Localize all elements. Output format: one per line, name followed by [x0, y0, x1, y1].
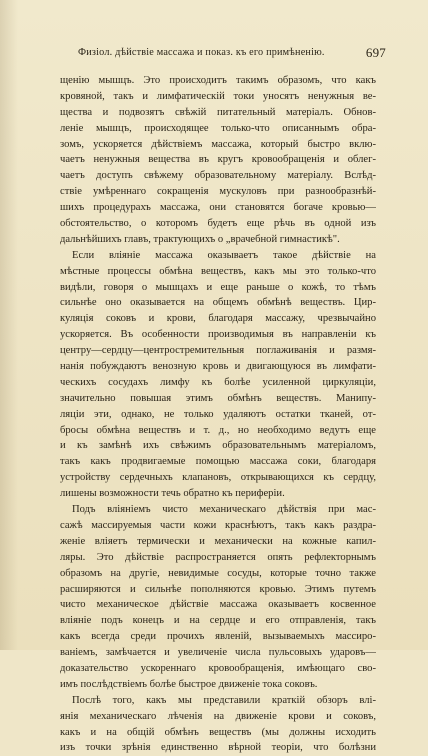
text-line: сильнѣе оно оказывается на общемъ обмѣнѣ веществъ. Цир-: [60, 297, 376, 309]
text-line: какъ всегда среди прочихъ явленій, вызываемыхъ массиро-: [60, 631, 376, 643]
running-title: Физіол. дѣйствіе массажа и показ. къ его примѣненію.: [78, 47, 325, 58]
text-line: сажѣ массируемыя части кожи краснѣютъ, такъ какъ раздра-: [60, 519, 376, 531]
text-line: видѣли, говоря о мышцахъ и еще раньше о кожѣ, то тѣмъ: [60, 281, 376, 293]
text-line: ваніемъ, замѣчается и увеличеніе числа пульсовыхъ ударовъ—: [60, 647, 376, 659]
text-line: нанія побуждаютъ венозную кровь и двигающуюся въ лимфати-: [60, 361, 376, 373]
text-line: бросы обмѣна веществъ и т. д., но необходимо ведутъ еще: [60, 424, 376, 436]
text-line: образомъ на другіе, невидимые сосуды, которые точно также: [60, 567, 376, 579]
text-line: ускоряется. Въ особенности производимыя въ направленіи къ: [60, 329, 376, 341]
text-line: значительно повышая этимъ обмѣнъ веществъ. Манипу-: [60, 392, 376, 404]
text-line: обстоятельство, о которомъ будетъ еще рѣчь въ одной изъ: [60, 218, 376, 230]
running-header: [78, 45, 386, 61]
text-line: ческихъ сосудахъ лимфу къ болѣе усиленной циркуляціи,: [60, 376, 376, 388]
text-line: шихъ процедурахъ массажа, они становятся богаче кровью—: [60, 202, 376, 214]
text-line: янія механическаго лѣченія на движеніе крови и соковъ,: [60, 710, 376, 722]
body-text: [60, 73, 376, 756]
text-line: куляція соковъ и крови, благодаря массажу, чрезвычайно: [60, 313, 376, 325]
text-line: леніе мышцъ, происходящее только-что описаннымъ обра-: [60, 122, 376, 134]
text-line: Послѣ того, какъ мы представили краткій обзоръ влі-: [72, 694, 376, 706]
text-line: лишены возможности течь обратно къ периферіи.: [60, 488, 285, 500]
text-line: устройству сердечныхъ клапановъ, открывающихся къ сердцу,: [60, 472, 376, 484]
text-line: Если вліяніе массажа оказываетъ такое дѣйствіе на: [72, 249, 376, 261]
text-line: и къ замѣнѣ ихъ свѣжимъ образовательнымъ матеріаломъ,: [60, 440, 376, 452]
text-line: ляціи эти, однако, не только удаляютъ остатки тканей, от-: [60, 408, 376, 420]
text-line: Подъ вліяніемъ чисто механическаго дѣйствія при мас-: [72, 504, 376, 516]
text-line: изъ точки зрѣнія единственно вѣрной теоріи, что болѣзни: [60, 742, 376, 754]
text-line: центру—сердцу—центростремительныя поглаживанія и размя-: [60, 345, 376, 357]
text-line: ляры. Это дѣйствіе распространяется опять рефлекторнымъ: [60, 551, 376, 563]
binding-shadow: [0, 0, 18, 650]
text-line: чаетъ ненужныя вещества въ кругъ кровообращенія и облег-: [60, 154, 376, 166]
text-line: чисто механическое дѣйствіе массажа оказываетъ косвенное: [60, 599, 376, 611]
text-line: чаетъ доступъ свѣжему образовательному матеріалу. Вслѣд-: [60, 170, 376, 182]
text-line: женіе вліяетъ термически и механически на кожные капил-: [60, 535, 376, 547]
text-line: вліяніе подъ конецъ и на сердце и его отправленія, такъ: [60, 615, 376, 627]
text-line: дальнѣйшихъ главъ, трактующихъ о „врачебной гимнастикѣ".: [60, 233, 340, 245]
text-line: мѣстные процессы обмѣна веществъ, какъ мы это только-что: [60, 265, 376, 277]
text-line: такъ какъ продвигаемые помощью массажа соки, благодаря: [60, 456, 376, 468]
text-line: расширяются и сильнѣе пополняются кровью. Этимъ путемъ: [60, 583, 376, 595]
text-line: какъ и на общій обмѣнъ веществъ (мы должны исходить: [60, 726, 376, 738]
text-line: имъ послѣдствіемъ болѣе быстрое движеніе тока соковъ.: [60, 678, 318, 690]
page-number: 697: [365, 45, 386, 60]
text-line: ствіе умѣреннаго сокращенія мускуловъ при разнообразнѣй-: [60, 186, 376, 198]
text-line: кровяной, такъ и лимфатическій токи уносятъ ненужныя ве-: [60, 90, 376, 102]
text-line: доказательство ускореннаго кровообращенія, имѣющаго сво-: [60, 662, 376, 674]
text-line: щенію мышцъ. Это происходитъ такимъ образомъ, что какъ: [60, 75, 376, 86]
text-line: зомъ, ускоряется дѣйствіемъ массажа, который быстро вклю-: [60, 138, 376, 150]
text-line: щества и подвозятъ свѣжій питательный матеріалъ. Обнов-: [60, 106, 376, 118]
